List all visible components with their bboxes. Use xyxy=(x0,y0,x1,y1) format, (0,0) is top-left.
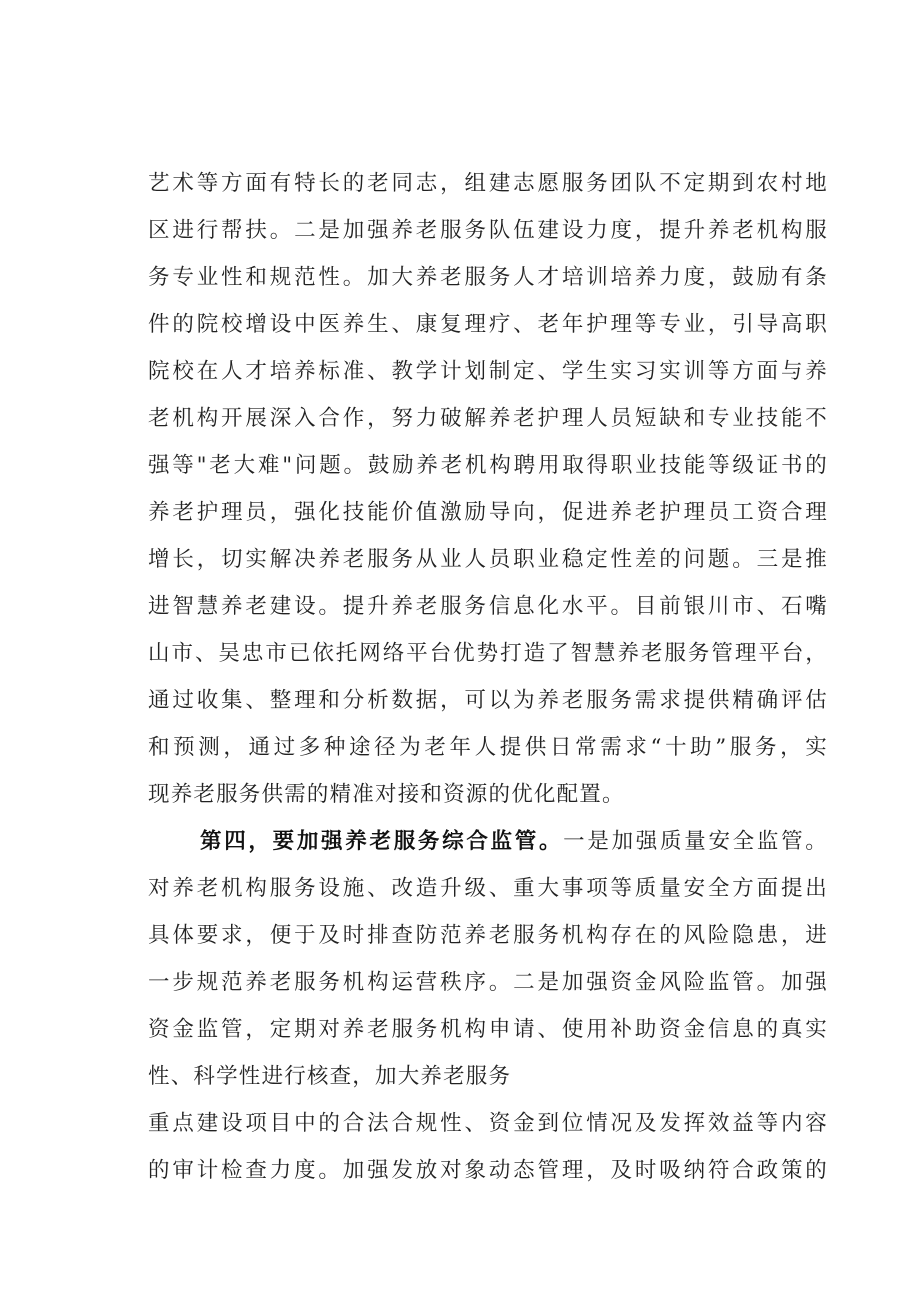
section-heading: 第四，要加强养老服务综合监管。 xyxy=(200,829,564,854)
text-span: 一是加强质量安全监管。 xyxy=(563,829,828,854)
document-body xyxy=(148,160,828,1194)
text-line: 山市、吴忠市已依托网络平台优势打造了智慧养老服务管理平台， xyxy=(148,641,828,666)
text-line: 资金监管，定期对养老服务机构申请、使用补助资金信息的真实 xyxy=(148,1017,828,1042)
text-line: 现养老服务供需的精准对接和资源的优化配置。 xyxy=(148,782,625,807)
paragraph-heading-line xyxy=(148,818,828,865)
text-line: 院校在人才培养标准、教学计划制定、学生实习实训等方面与养 xyxy=(148,359,828,384)
text-line: 强等"老大难"问题。鼓励养老机构聘用取得职业技能等级证书的 xyxy=(148,453,828,478)
text-line: 老机构开展深入合作，努力破解养老护理人员短缺和专业技能不 xyxy=(148,406,828,431)
text-line: 通过收集、整理和分析数据，可以为养老服务需求提供精确评估 xyxy=(148,688,828,713)
text-line: 增长，切实解决养老服务从业人员职业稳定性差的问题。三是推 xyxy=(148,547,828,572)
text-line: 进智慧养老建设。提升养老服务信息化水平。目前银川市、石嘴 xyxy=(148,594,828,619)
text-line: 和预测，通过多种途径为老年人提供日常需求“十助”服务，实 xyxy=(148,735,828,760)
text-line: 养老护理员，强化技能价值激励导向，促进养老护理员工资合理 xyxy=(148,500,828,525)
text-line: 一步规范养老服务机构运营秩序。二是加强资金风险监管。加强 xyxy=(148,970,828,995)
text-line: 对养老机构服务设施、改造升级、重大事项等质量安全方面提出 xyxy=(148,876,828,901)
text-line: 件的院校增设中医养生、康复理疗、老年护理等专业，引导高职 xyxy=(148,312,828,337)
text-line: 性、科学性进行核查，加大养老服务 xyxy=(148,1064,512,1089)
text-line: 务专业性和规范性。加大养老服务人才培训培养力度，鼓励有条 xyxy=(148,265,828,290)
text-line: 区进行帮扶。二是加强养老服务队伍建设力度，提升养老机构服 xyxy=(148,218,828,243)
text-line: 艺术等方面有特长的老同志，组建志愿服务团队不定期到农村地 xyxy=(148,171,828,196)
text-line: 的审计检查力度。加强发放对象动态管理，及时吸纳符合政策的 xyxy=(148,1158,828,1183)
text-line: 具体要求，便于及时排查防范养老服务机构存在的风险隐患，进 xyxy=(148,923,828,948)
text-line: 重点建设项目中的合法合规性、资金到位情况及发挥效益等内容 xyxy=(148,1111,828,1136)
